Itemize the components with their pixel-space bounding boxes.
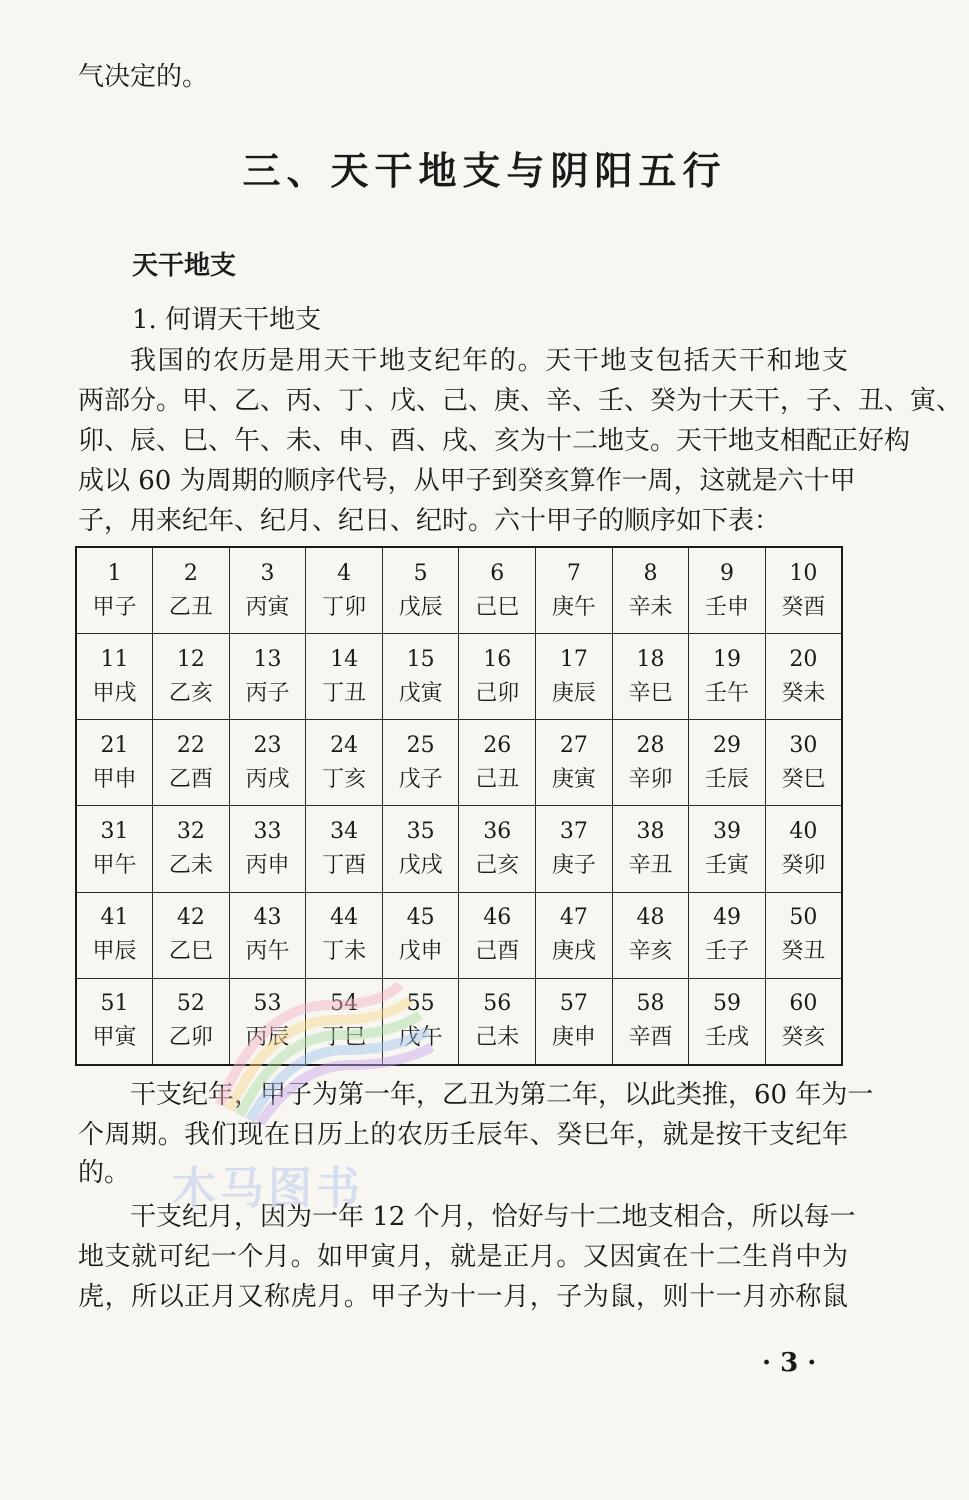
table-cell <box>382 547 459 634</box>
paragraph-line: 个周期。我们现在日历上的农历壬辰年、癸巳年，就是按干支纪年 <box>78 1120 848 1150</box>
cycle-number: 34 <box>330 819 359 845</box>
sexagenary-cycle-table <box>75 546 843 1066</box>
paragraph-line: 我国的农历是用天干地支纪年的。天干地支包括天干和地支 <box>130 346 848 376</box>
cycle-number: 1 <box>107 560 122 586</box>
paragraph-line: 卯、辰、巳、午、未、申、酉、戌、亥为十二地支。天干地支相配正好构 <box>78 426 911 456</box>
cycle-number: 43 <box>253 905 282 931</box>
cycle-number: 40 <box>789 819 818 845</box>
table-cell <box>76 547 153 634</box>
table-cell <box>689 634 766 720</box>
cycle-number: 4 <box>337 560 352 586</box>
table-cell <box>76 806 153 892</box>
ganzhi-name: 乙卯 <box>168 1025 213 1051</box>
ganzhi-name: 丁卯 <box>322 594 367 620</box>
continued-text-line: 气决定的。 <box>78 62 209 92</box>
table-cell <box>459 892 536 978</box>
cycle-number: 54 <box>330 991 359 1017</box>
table-cell <box>153 547 230 634</box>
paragraph-line: 两部分。甲、乙、丙、丁、戊、己、庚、辛、壬、癸为十天干，子、丑、寅、 <box>78 386 963 416</box>
ganzhi-name: 丁丑 <box>322 680 367 706</box>
ganzhi-name: 己亥 <box>475 853 520 879</box>
cycle-number: 59 <box>713 991 742 1017</box>
ganzhi-name: 戊寅 <box>398 680 443 706</box>
ganzhi-name: 丁酉 <box>322 853 367 879</box>
cycle-number: 24 <box>330 732 359 758</box>
paragraph-line: 干支纪年，甲子为第一年，乙丑为第二年，以此类推，60 年为一 <box>130 1080 874 1110</box>
cycle-number: 12 <box>176 646 205 672</box>
ganzhi-name: 丙寅 <box>245 594 290 620</box>
cycle-number: 7 <box>566 560 581 586</box>
cycle-number: 32 <box>176 819 205 845</box>
ganzhi-name: 戊午 <box>398 1025 443 1051</box>
table-cell <box>689 806 766 892</box>
table-cell <box>76 634 153 720</box>
rainbow-horse-logo-icon <box>200 965 440 1125</box>
cycle-number: 31 <box>100 819 129 845</box>
ganzhi-name: 戊戌 <box>398 853 443 879</box>
cycle-number: 56 <box>483 991 512 1017</box>
table-cell <box>536 978 613 1065</box>
cycle-number: 39 <box>713 819 742 845</box>
cycle-number: 22 <box>176 732 205 758</box>
cycle-number: 15 <box>406 646 435 672</box>
cycle-number: 21 <box>100 732 129 758</box>
cycle-number: 5 <box>413 560 428 586</box>
ganzhi-name: 壬戌 <box>705 1025 750 1051</box>
cycle-number: 58 <box>636 991 665 1017</box>
ganzhi-name: 庚辰 <box>551 680 596 706</box>
table-cell <box>612 892 689 978</box>
ganzhi-name: 壬子 <box>705 939 750 965</box>
cycle-number: 35 <box>406 819 435 845</box>
cycle-number: 16 <box>483 646 512 672</box>
ganzhi-name: 己未 <box>475 1025 520 1051</box>
table-cell <box>382 720 459 806</box>
ganzhi-name: 丙戌 <box>245 766 290 792</box>
ganzhi-name: 壬午 <box>705 680 750 706</box>
cycle-number: 42 <box>176 905 205 931</box>
ganzhi-name: 乙未 <box>168 853 213 879</box>
table-cell <box>536 547 613 634</box>
cycle-number: 55 <box>406 991 435 1017</box>
table-cell <box>689 892 766 978</box>
table-cell <box>765 806 842 892</box>
table-cell <box>306 720 383 806</box>
ganzhi-name: 丁亥 <box>322 766 367 792</box>
ganzhi-name: 甲子 <box>92 594 137 620</box>
ganzhi-name: 辛亥 <box>628 939 673 965</box>
cycle-number: 28 <box>636 732 665 758</box>
paragraph-line: 地支就可纪一个月。如甲寅月，就是正月。又因寅在十二生肖中为 <box>78 1242 848 1272</box>
cycle-number: 6 <box>490 560 505 586</box>
paragraph-line: 子，用来纪年、纪月、纪日、纪时。六十甲子的顺序如下表： <box>78 506 781 536</box>
table-cell <box>689 547 766 634</box>
table-cell <box>459 720 536 806</box>
ganzhi-name: 己巳 <box>475 594 520 620</box>
ganzhi-name: 癸亥 <box>781 1025 826 1051</box>
table-cell <box>689 720 766 806</box>
cycle-number: 29 <box>713 732 742 758</box>
cycle-number: 26 <box>483 732 512 758</box>
cycle-number: 41 <box>100 905 129 931</box>
cycle-number: 11 <box>100 646 129 672</box>
ganzhi-name: 壬辰 <box>705 766 750 792</box>
table-cell <box>765 892 842 978</box>
cycle-number: 36 <box>483 819 512 845</box>
ganzhi-name: 庚寅 <box>551 766 596 792</box>
table-cell <box>536 806 613 892</box>
ganzhi-name: 丁巳 <box>322 1025 367 1051</box>
table-cell <box>765 720 842 806</box>
ganzhi-name: 甲戌 <box>92 680 137 706</box>
cycle-number: 14 <box>330 646 359 672</box>
cycle-number: 53 <box>253 991 282 1017</box>
table-cell <box>229 720 306 806</box>
paragraph-line: 的。 <box>78 1158 131 1188</box>
table-cell <box>536 892 613 978</box>
ganzhi-name: 乙亥 <box>168 680 213 706</box>
ganzhi-name: 庚午 <box>551 594 596 620</box>
table-cell <box>153 634 230 720</box>
table-row <box>76 634 842 720</box>
table-cell <box>76 720 153 806</box>
cycle-number: 49 <box>713 905 742 931</box>
cycle-number: 9 <box>720 560 735 586</box>
table-cell <box>765 634 842 720</box>
cycle-number: 17 <box>559 646 588 672</box>
paragraph-line: 成以 60 为周期的顺序代号，从甲子到癸亥算作一周，这就是六十甲 <box>78 466 856 496</box>
cycle-number: 60 <box>789 991 818 1017</box>
table-cell <box>612 806 689 892</box>
sub-heading: 1. 何谓天干地支 <box>132 305 322 335</box>
cycle-number: 19 <box>713 646 742 672</box>
table-cell <box>306 634 383 720</box>
table-cell <box>459 547 536 634</box>
cycle-number: 10 <box>789 560 818 586</box>
cycle-number: 27 <box>559 732 588 758</box>
table-cell <box>382 806 459 892</box>
table-cell <box>229 634 306 720</box>
publisher-watermark: 木马图书 <box>172 1163 364 1214</box>
cycle-number: 25 <box>406 732 435 758</box>
cycle-number: 38 <box>636 819 665 845</box>
cycle-number: 50 <box>789 905 818 931</box>
table-row <box>76 892 842 978</box>
ganzhi-name: 乙酉 <box>168 766 213 792</box>
ganzhi-name: 戊申 <box>398 939 443 965</box>
ganzhi-name: 甲申 <box>92 766 137 792</box>
ganzhi-name: 辛巳 <box>628 680 673 706</box>
table-cell <box>459 978 536 1065</box>
ganzhi-name: 丙申 <box>245 853 290 879</box>
table-cell <box>612 547 689 634</box>
paragraph-line: 虎，所以正月又称虎月。甲子为十一月，子为鼠，则十一月亦称鼠 <box>78 1282 848 1312</box>
cycle-number: 23 <box>253 732 282 758</box>
cycle-number: 18 <box>636 646 665 672</box>
table-cell <box>765 978 842 1065</box>
ganzhi-name: 戊子 <box>398 766 443 792</box>
table-cell <box>306 806 383 892</box>
table-cell <box>153 720 230 806</box>
cycle-number: 3 <box>260 560 275 586</box>
ganzhi-name: 庚子 <box>551 853 596 879</box>
cycle-number: 37 <box>559 819 588 845</box>
ganzhi-name: 辛酉 <box>628 1025 673 1051</box>
ganzhi-name: 甲寅 <box>92 1025 137 1051</box>
ganzhi-name: 庚申 <box>551 1025 596 1051</box>
table-cell <box>765 547 842 634</box>
ganzhi-name: 壬寅 <box>705 853 750 879</box>
table-cell <box>306 547 383 634</box>
ganzhi-name: 癸未 <box>781 680 826 706</box>
table-row <box>76 720 842 806</box>
cycle-number: 44 <box>330 905 359 931</box>
ganzhi-name: 癸丑 <box>781 939 826 965</box>
ganzhi-name: 丙辰 <box>245 1025 290 1051</box>
table-cell <box>459 634 536 720</box>
table-cell <box>229 547 306 634</box>
table-cell <box>76 892 153 978</box>
ganzhi-name: 丙子 <box>245 680 290 706</box>
table-cell <box>612 720 689 806</box>
ganzhi-name: 甲辰 <box>92 939 137 965</box>
table-cell <box>612 634 689 720</box>
section-heading: 天干地支 <box>132 251 237 281</box>
ganzhi-name: 丁未 <box>322 939 367 965</box>
cycle-number: 51 <box>100 991 129 1017</box>
ganzhi-name: 戊辰 <box>398 594 443 620</box>
table-cell <box>612 978 689 1065</box>
ganzhi-name: 乙巳 <box>168 939 213 965</box>
cycle-number: 8 <box>643 560 658 586</box>
cycle-number: 52 <box>176 991 205 1017</box>
table-row <box>76 978 842 1065</box>
table-cell <box>459 806 536 892</box>
table-cell <box>536 634 613 720</box>
cycle-number: 47 <box>559 905 588 931</box>
table-cell <box>153 806 230 892</box>
ganzhi-name: 乙丑 <box>168 594 213 620</box>
ganzhi-name: 己卯 <box>475 680 520 706</box>
cycle-number: 13 <box>253 646 282 672</box>
ganzhi-name: 甲午 <box>92 853 137 879</box>
chapter-title: 三、天干地支与阴阳五行 <box>242 148 727 193</box>
ganzhi-name: 癸酉 <box>781 594 826 620</box>
ganzhi-name: 己丑 <box>475 766 520 792</box>
ganzhi-name: 辛丑 <box>628 853 673 879</box>
cycle-number: 57 <box>559 991 588 1017</box>
ganzhi-name: 丙午 <box>245 939 290 965</box>
ganzhi-name: 壬申 <box>705 594 750 620</box>
table-cell <box>229 806 306 892</box>
table-cell <box>76 978 153 1065</box>
cycle-number: 30 <box>789 732 818 758</box>
ganzhi-name: 辛卯 <box>628 766 673 792</box>
cycle-number: 45 <box>406 905 435 931</box>
ganzhi-name: 庚戌 <box>551 939 596 965</box>
cycle-number: 48 <box>636 905 665 931</box>
ganzhi-name: 辛未 <box>628 594 673 620</box>
table-cell <box>689 978 766 1065</box>
table-cell <box>382 634 459 720</box>
table-row <box>76 547 842 634</box>
cycle-number: 2 <box>183 560 198 586</box>
paragraph-line: 干支纪月，因为一年 12 个月，恰好与十二地支相合，所以每一 <box>130 1202 856 1232</box>
cycle-number: 46 <box>483 905 512 931</box>
table-row <box>76 806 842 892</box>
cycle-number: 33 <box>253 819 282 845</box>
ganzhi-name: 癸卯 <box>781 853 826 879</box>
cycle-number: 20 <box>789 646 818 672</box>
table-cell <box>536 720 613 806</box>
ganzhi-name: 己酉 <box>475 939 520 965</box>
page-number: · 3 · <box>762 1348 817 1378</box>
ganzhi-name: 癸巳 <box>781 766 826 792</box>
